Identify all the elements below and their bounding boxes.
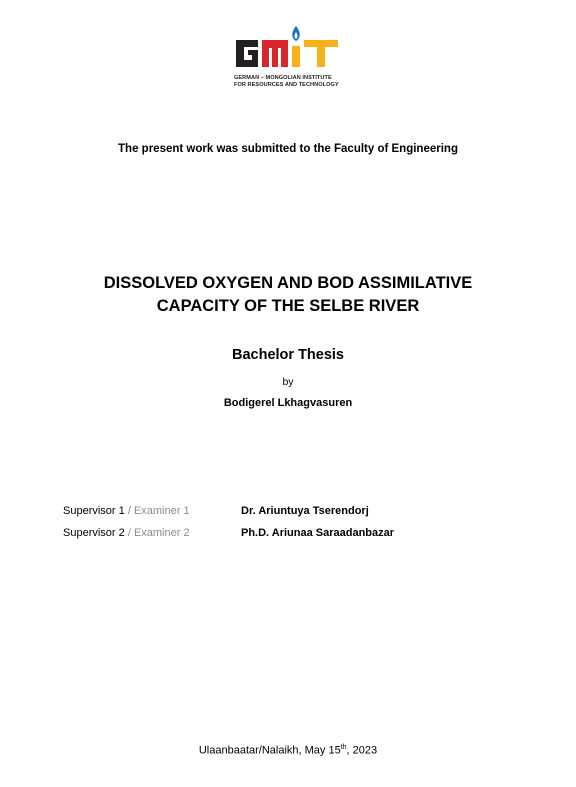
supervisor-2-label bbox=[63, 527, 241, 539]
supervisor-2-name: Ph.D. Ariunaa Saraadanbazar bbox=[241, 527, 395, 539]
logo-subtitle-line2: FOR RESOURCES AND TECHNOLOGY bbox=[234, 81, 339, 88]
day-ordinal-suffix: th bbox=[340, 744, 347, 751]
supervisor-row-1 bbox=[63, 505, 369, 517]
thesis-title-line1: DISSOLVED OXYGEN AND BOD ASSIMILATIVE bbox=[103, 274, 473, 292]
supervisor-2-separator: / bbox=[124, 527, 134, 539]
thesis-title-line2: CAPACITY OF THE SELBE RIVER bbox=[156, 297, 420, 315]
supervisor-1-separator: / bbox=[124, 505, 134, 517]
supervisor-2-role: Supervisor 2 bbox=[63, 527, 125, 539]
place-date-text: Ulaanbaatar/Nalaikh, May 15 bbox=[198, 744, 341, 757]
thesis-title bbox=[0, 272, 576, 318]
thesis-type: Bachelor Thesis bbox=[231, 347, 344, 363]
place-and-date bbox=[0, 744, 576, 757]
logo-subtitle-line1: GERMAN – MONGOLIAN INSTITUTE bbox=[234, 75, 332, 81]
by-label: by bbox=[282, 376, 294, 388]
supervisor-1-name: Dr. Ariuntuya Tserendorj bbox=[241, 505, 369, 517]
supervisor-1-label bbox=[63, 505, 241, 517]
gmit-logo-subtitle bbox=[234, 75, 354, 88]
author-name: Bodigerel Lkhagvasuren bbox=[223, 397, 353, 409]
gmit-logo-mark bbox=[234, 20, 344, 75]
year-text: , 2023 bbox=[346, 744, 378, 757]
supervisor-1-role: Supervisor 1 bbox=[63, 505, 125, 517]
examiner-1-role: Examiner 1 bbox=[133, 505, 190, 517]
supervisor-row-2 bbox=[63, 527, 394, 539]
submission-statement: The present work was submitted to the Faculty of Engineering bbox=[118, 143, 458, 155]
examiner-2-role: Examiner 2 bbox=[133, 527, 190, 539]
